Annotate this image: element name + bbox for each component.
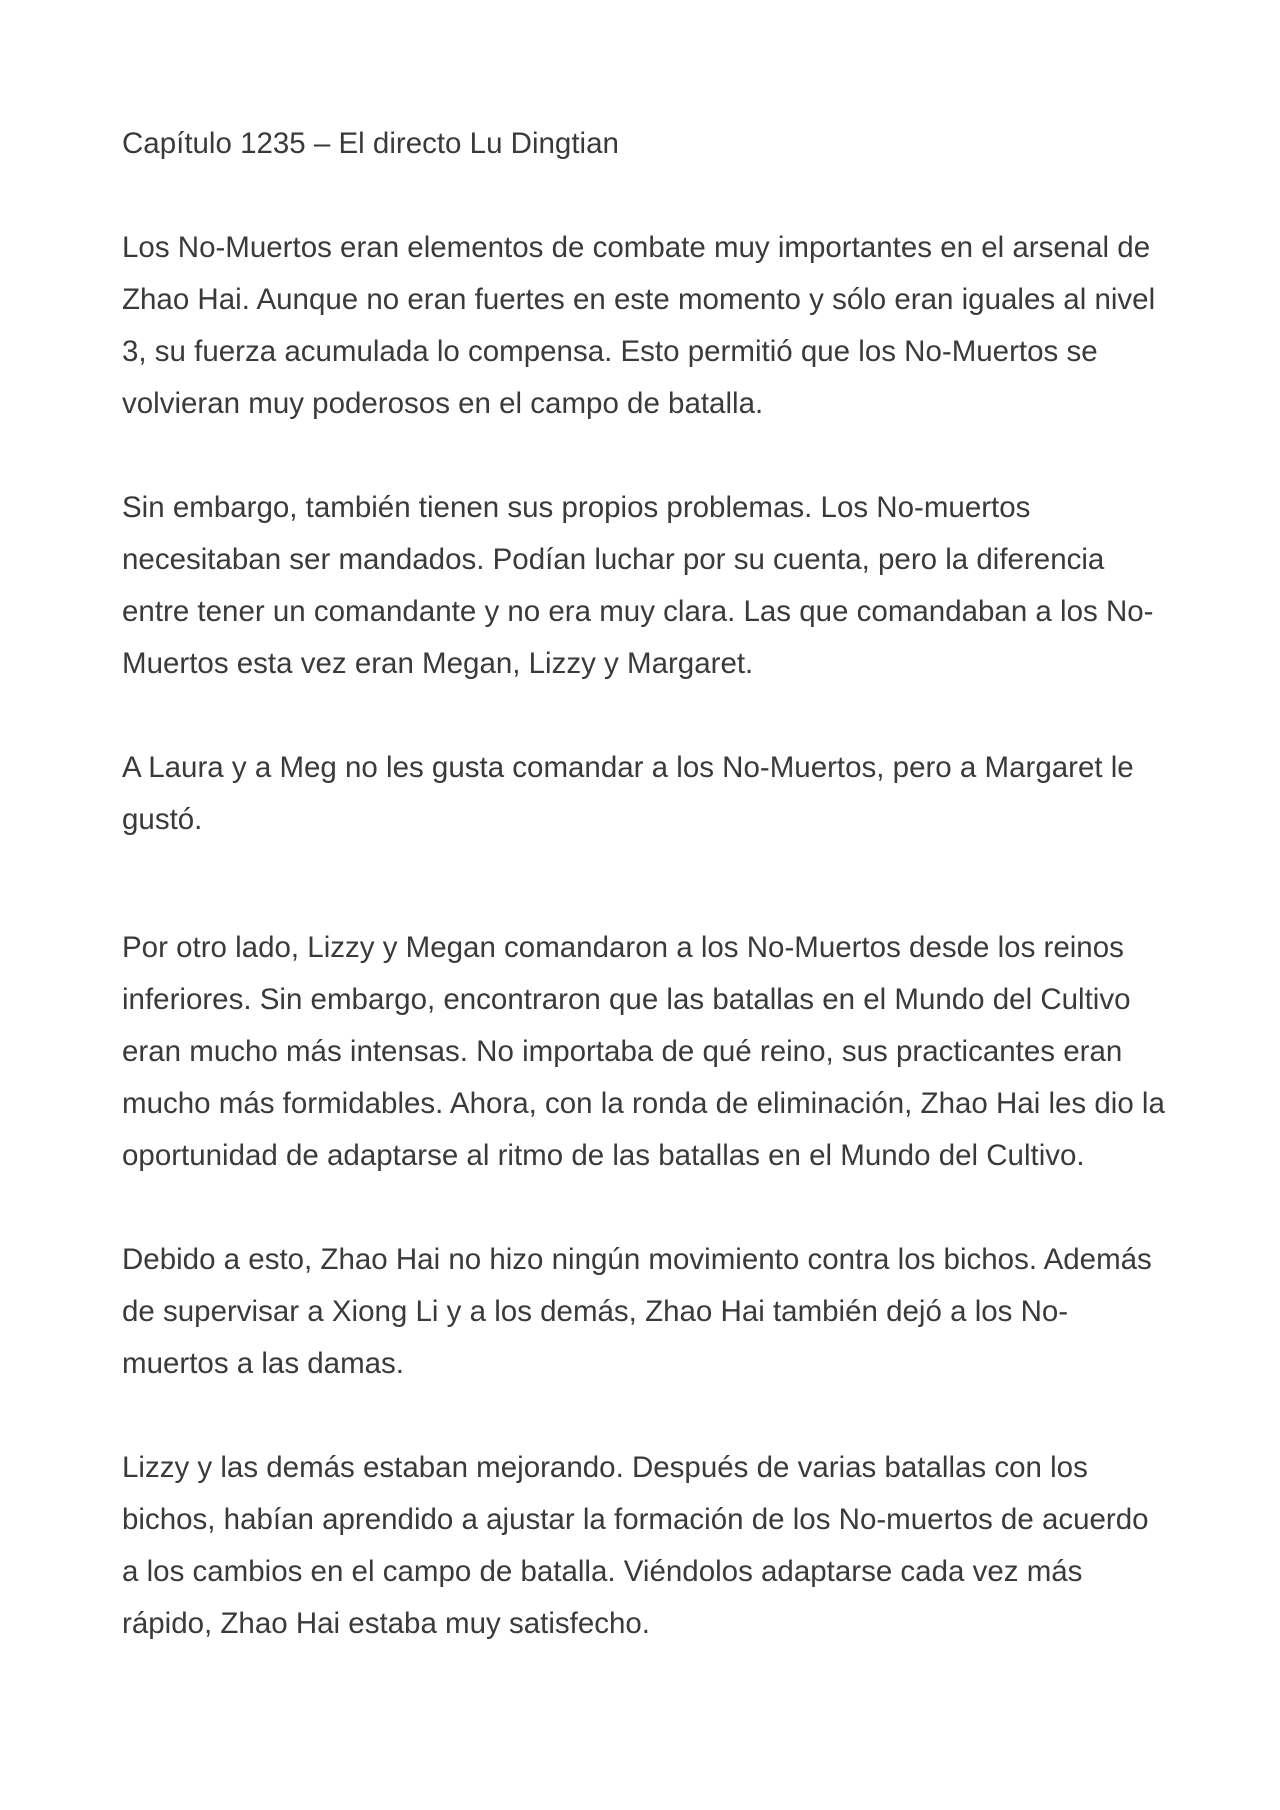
paragraph-1: Los No-Muertos eran elementos de combate muy importantes en el arsenal de Zhao Hai. Aunque no eran fuertes en este momento y sólo eran iguales al nivel 3, su fuerza acumulada lo compensa. Esto permitió que los No-Muertos se volvieran muy poderosos en el campo de batalla. <box>122 231 1156 420</box>
paragraph-6: Lizzy y las demás estaban mejorando. Después de varias batallas con los bichos, habían aprendido a ajustar la formación de los No-muertos de acuerdo a los cambios en el campo de batalla. Viéndolos adaptarse cada vez más rápido, Zhao Hai estaba muy satisfecho. <box>122 1451 1149 1640</box>
paragraph-5: Debido a esto, Zhao Hai no hizo ningún movimiento contra los bichos. Además de supervisar a Xiong Li y a los demás, Zhao Hai también dejó a los No-muertos a las damas. <box>122 1243 1152 1380</box>
paragraph-2: Sin embargo, también tienen sus propios problemas. Los No-muertos necesitaban ser mandados. Podían luchar por su cuenta, pero la diferencia entre tener un comandante y no era muy clara. Las que comandaban a los No-Muertos esta vez eran Megan, Lizzy y Margaret. <box>122 491 1154 680</box>
document-body <box>122 118 1172 1702</box>
chapter-title: Capítulo 1235 – El directo Lu Dingtian <box>122 127 619 160</box>
paragraph-4: Por otro lado, Lizzy y Megan comandaron a los No-Muertos desde los reinos inferiores. Sin embargo, encontraron que las batallas en el Mundo del Cultivo eran mucho más intensas. No importaba de qué reino, sus practicantes eran mucho más formidables. Ahora, con la ronda de eliminación, Zhao Hai les dio la oportunidad de adaptarse al ritmo de las batallas en el Mundo del Cultivo. <box>122 931 1165 1172</box>
paragraph-3: A Laura y a Meg no les gusta comandar a los No-Muertos, pero a Margaret le gustó. <box>122 751 1134 836</box>
